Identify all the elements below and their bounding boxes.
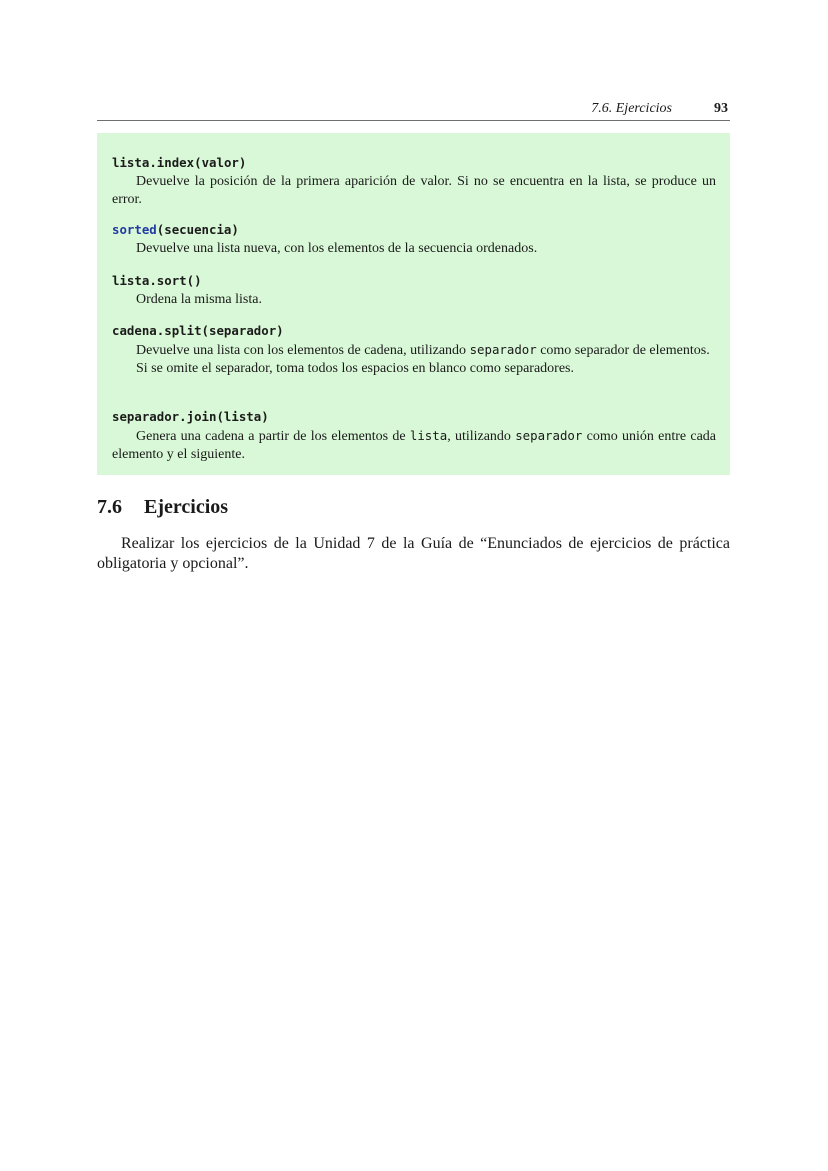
signature-list-sort: lista.sort() [112,273,202,288]
running-header [97,100,730,121]
description-list-index [112,173,716,208]
page-number: 93 [714,101,728,116]
signature-list-index: lista.index(valor) [112,155,247,170]
description-string-split [112,341,716,377]
description-text: Si se omite el separador, toma todos los espacios en blanco como separadores. [136,360,574,376]
sig-builtin-name: sorted [112,222,157,237]
section-body: Realizar los ejercicios de la Unidad 7 de la Guía de “Enunciados de ejercicios de práctica obligatoria y opcional”. [97,535,730,572]
sig-args: lista [223,409,262,424]
signature-separator-join: separador.join(lista) [112,409,269,424]
inline-code: separador [515,428,583,443]
ref-entry-list-sort [112,273,716,309]
sig-method: split [164,323,202,338]
sig-object: separador [112,409,180,424]
description-sorted [112,240,716,258]
ref-entry-string-split [112,323,716,377]
sig-method: index [156,155,195,170]
sig-method: sort [156,273,187,288]
sig-object: cadena [112,323,157,338]
inline-code: lista [409,428,448,443]
sig-args: valor [201,155,239,170]
section-ejercicios [97,494,730,573]
ref-entry-list-index [112,155,716,208]
signature-sorted: sorted(secuencia) [112,222,239,237]
description-text: Ordena la misma lista. [136,292,262,307]
ref-entry-separator-join [112,409,716,463]
section-title: Ejercicios [144,496,229,518]
ref-entry-sorted [112,222,716,258]
sig-args: secuencia [164,222,232,237]
header-section-title: 7.6. Ejercicios [591,101,672,116]
section-heading [97,494,730,520]
signature-string-split: cadena.split(separador) [112,323,284,338]
sig-method: join [186,409,217,424]
sig-args: separador [209,323,277,338]
sig-object: lista [112,273,150,288]
method-reference-box [97,133,730,475]
inline-code: separador [469,342,537,357]
description-text: Devuelve una lista nueva, con los elementos de la secuencia ordenados. [136,241,538,256]
description-separator-join [112,427,716,463]
section-number: 7.6 [97,496,122,518]
sig-object: lista [112,155,150,170]
description-text: Devuelve la posición de la primera aparición de valor. Si no se encuentra en la lista, se produce un error. [112,174,716,207]
description-list-sort [112,291,716,309]
description-text: Devuelve una lista con los elementos de cadena, utilizando separador como separador de elementos. [136,342,710,358]
description-text: Genera una cadena a partir de los elementos de lista, utilizando separador como unión entre cada elemento y el siguiente. [112,428,716,462]
